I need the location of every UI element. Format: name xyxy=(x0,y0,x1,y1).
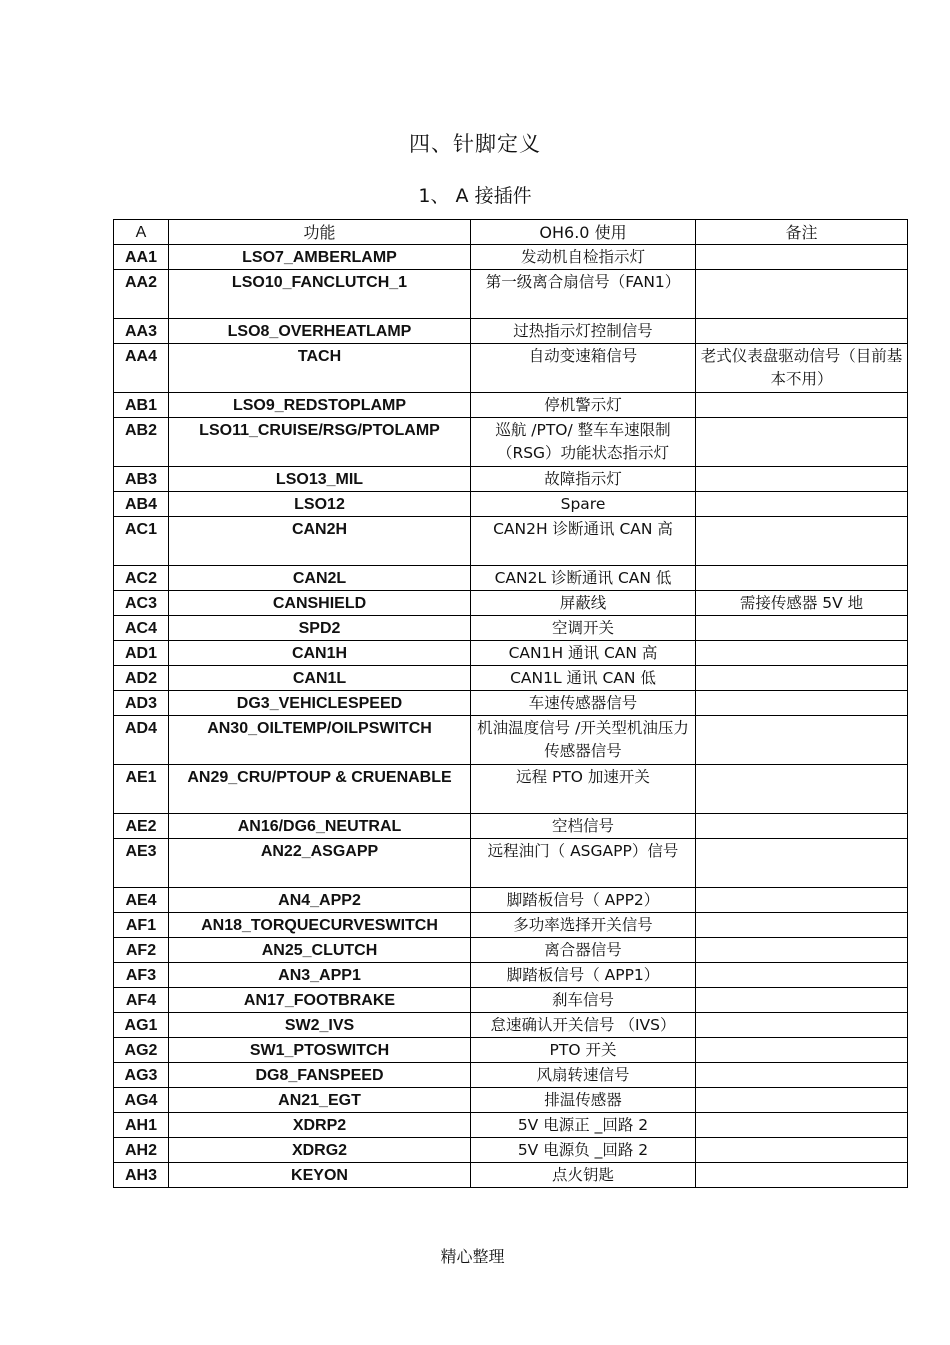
function-cell: LSO10_FANCLUTCH_1 xyxy=(169,270,471,319)
note-cell xyxy=(696,616,908,641)
usage-cell: 风扇转速信号 xyxy=(471,1063,696,1088)
usage-cell: PTO 开关 xyxy=(471,1038,696,1063)
usage-cell: 点火钥匙 xyxy=(471,1163,696,1188)
pin-cell: AE2 xyxy=(114,814,169,839)
function-cell: XDRP2 xyxy=(169,1113,471,1138)
table-row xyxy=(114,666,908,691)
function-cell: CAN2H xyxy=(169,517,471,566)
function-cell: AN17_FOOTBRAKE xyxy=(169,988,471,1013)
pin-cell: AD3 xyxy=(114,691,169,716)
note-cell xyxy=(696,666,908,691)
note-cell xyxy=(696,566,908,591)
note-cell xyxy=(696,245,908,270)
table-row xyxy=(114,1013,908,1038)
pin-cell: AE4 xyxy=(114,888,169,913)
function-cell: AN29_CRU/PTOUP & CRUENABLE xyxy=(169,765,471,814)
note-cell: 需接传感器 5V 地 xyxy=(696,591,908,616)
pin-cell: AC4 xyxy=(114,616,169,641)
function-cell: DG8_FANSPEED xyxy=(169,1063,471,1088)
pin-cell: AG1 xyxy=(114,1013,169,1038)
note-cell xyxy=(696,691,908,716)
usage-cell: 巡航 /PTO/ 整车车速限制（RSG）功能状态指示灯 xyxy=(471,418,696,467)
table-row xyxy=(114,988,908,1013)
function-cell: LSO13_MIL xyxy=(169,467,471,492)
function-cell: SPD2 xyxy=(169,616,471,641)
pin-cell: AB3 xyxy=(114,467,169,492)
table-row xyxy=(114,517,908,566)
usage-cell: 过热指示灯控制信号 xyxy=(471,319,696,344)
pin-cell: AH1 xyxy=(114,1113,169,1138)
usage-cell: 空档信号 xyxy=(471,814,696,839)
function-cell: DG3_VEHICLESPEED xyxy=(169,691,471,716)
note-cell xyxy=(696,888,908,913)
usage-cell: CAN1L 通讯 CAN 低 xyxy=(471,666,696,691)
note-cell xyxy=(696,765,908,814)
note-cell xyxy=(696,393,908,418)
table-row xyxy=(114,1038,908,1063)
function-cell: LSO12 xyxy=(169,492,471,517)
pin-cell: AC1 xyxy=(114,517,169,566)
connector-subtitle: 1、 A 接插件 xyxy=(418,185,532,207)
table-row xyxy=(114,1063,908,1088)
table-row xyxy=(114,245,908,270)
function-cell: TACH xyxy=(169,344,471,393)
usage-cell: 多功率选择开关信号 xyxy=(471,913,696,938)
usage-cell: 发动机自检指示灯 xyxy=(471,245,696,270)
table-body xyxy=(114,245,908,1188)
table-row xyxy=(114,319,908,344)
function-cell: CAN1H xyxy=(169,641,471,666)
function-cell: CAN1L xyxy=(169,666,471,691)
table-row xyxy=(114,716,908,765)
table-row xyxy=(114,691,908,716)
pin-cell: AG4 xyxy=(114,1088,169,1113)
usage-cell: CAN1H 通讯 CAN 高 xyxy=(471,641,696,666)
pin-cell: AH3 xyxy=(114,1163,169,1188)
note-cell xyxy=(696,641,908,666)
note-cell xyxy=(696,716,908,765)
note-cell: 老式仪表盘驱动信号（目前基本不用） xyxy=(696,344,908,393)
usage-cell: 远程油门（ ASGAPP）信号 xyxy=(471,839,696,888)
table-row xyxy=(114,566,908,591)
table-row xyxy=(114,616,908,641)
table-row xyxy=(114,270,908,319)
pin-cell: AE1 xyxy=(114,765,169,814)
pin-cell: AF2 xyxy=(114,938,169,963)
table-row xyxy=(114,814,908,839)
note-cell xyxy=(696,467,908,492)
function-cell: CAN2L xyxy=(169,566,471,591)
pin-cell: AA4 xyxy=(114,344,169,393)
pin-cell: AH2 xyxy=(114,1138,169,1163)
usage-cell: 停机警示灯 xyxy=(471,393,696,418)
function-cell: SW1_PTOSWITCH xyxy=(169,1038,471,1063)
pin-cell: AD2 xyxy=(114,666,169,691)
note-cell xyxy=(696,1038,908,1063)
header-note: 备注 xyxy=(696,220,908,245)
table-row xyxy=(114,418,908,467)
note-cell xyxy=(696,814,908,839)
function-cell: AN25_CLUTCH xyxy=(169,938,471,963)
function-cell: CANSHIELD xyxy=(169,591,471,616)
table-row xyxy=(114,591,908,616)
function-cell: KEYON xyxy=(169,1163,471,1188)
table-row xyxy=(114,913,908,938)
table-row xyxy=(114,344,908,393)
usage-cell: 5V 电源负 _回路 2 xyxy=(471,1138,696,1163)
table-row xyxy=(114,963,908,988)
note-cell xyxy=(696,270,908,319)
usage-cell: CAN2L 诊断通讯 CAN 低 xyxy=(471,566,696,591)
usage-cell: Spare xyxy=(471,492,696,517)
function-cell: LSO7_AMBERLAMP xyxy=(169,245,471,270)
note-cell xyxy=(696,1113,908,1138)
header-pin: A xyxy=(114,220,169,245)
table-row xyxy=(114,1088,908,1113)
note-cell xyxy=(696,492,908,517)
pin-cell: AD1 xyxy=(114,641,169,666)
table-row xyxy=(114,765,908,814)
usage-cell: 刹车信号 xyxy=(471,988,696,1013)
note-cell xyxy=(696,963,908,988)
table-row xyxy=(114,492,908,517)
pin-cell: AA2 xyxy=(114,270,169,319)
pin-cell: AB1 xyxy=(114,393,169,418)
header-usage: OH6.0 使用 xyxy=(471,220,696,245)
pin-cell: AF3 xyxy=(114,963,169,988)
pin-cell: AF1 xyxy=(114,913,169,938)
pin-cell: AC3 xyxy=(114,591,169,616)
note-cell xyxy=(696,1138,908,1163)
usage-cell: 机油温度信号 /开关型机油压力传感器信号 xyxy=(471,716,696,765)
note-cell xyxy=(696,1163,908,1188)
function-cell: SW2_IVS xyxy=(169,1013,471,1038)
function-cell: XDRG2 xyxy=(169,1138,471,1163)
usage-cell: 自动变速箱信号 xyxy=(471,344,696,393)
note-cell xyxy=(696,1063,908,1088)
table-row xyxy=(114,938,908,963)
note-cell xyxy=(696,988,908,1013)
usage-cell: 第一级离合扇信号（FAN1） xyxy=(471,270,696,319)
pin-cell: AB4 xyxy=(114,492,169,517)
table-row xyxy=(114,1163,908,1188)
function-cell: AN16/DG6_NEUTRAL xyxy=(169,814,471,839)
usage-cell: 怠速确认开关信号 （IVS） xyxy=(471,1013,696,1038)
note-cell xyxy=(696,839,908,888)
pin-cell: AB2 xyxy=(114,418,169,467)
pin-cell: AG3 xyxy=(114,1063,169,1088)
pin-definition-table xyxy=(113,219,908,1188)
pin-cell: AD4 xyxy=(114,716,169,765)
pin-cell: AE3 xyxy=(114,839,169,888)
pin-cell: AA3 xyxy=(114,319,169,344)
function-cell: LSO8_OVERHEATLAMP xyxy=(169,319,471,344)
usage-cell: 脚踏板信号（ APP2） xyxy=(471,888,696,913)
note-cell xyxy=(696,938,908,963)
usage-cell: 屏蔽线 xyxy=(471,591,696,616)
function-cell: AN22_ASGAPP xyxy=(169,839,471,888)
function-cell: LSO9_REDSTOPLAMP xyxy=(169,393,471,418)
pin-cell: AA1 xyxy=(114,245,169,270)
page-footer: 精心整理 xyxy=(440,1247,505,1266)
header-function: 功能 xyxy=(169,220,471,245)
usage-cell: 排温传感器 xyxy=(471,1088,696,1113)
usage-cell: 远程 PTO 加速开关 xyxy=(471,765,696,814)
note-cell xyxy=(696,418,908,467)
section-title: 四、针脚定义 xyxy=(409,132,541,156)
note-cell xyxy=(696,1088,908,1113)
table-row xyxy=(114,888,908,913)
pin-cell: AF4 xyxy=(114,988,169,1013)
function-cell: AN4_APP2 xyxy=(169,888,471,913)
table-row xyxy=(114,1138,908,1163)
table-header-row xyxy=(114,220,908,245)
usage-cell: CAN2H 诊断通讯 CAN 高 xyxy=(471,517,696,566)
usage-cell: 脚踏板信号（ APP1） xyxy=(471,963,696,988)
usage-cell: 故障指示灯 xyxy=(471,467,696,492)
note-cell xyxy=(696,517,908,566)
note-cell xyxy=(696,1013,908,1038)
function-cell: AN18_TORQUECURVESWITCH xyxy=(169,913,471,938)
table-row xyxy=(114,1113,908,1138)
function-cell: LSO11_CRUISE/RSG/PTOLAMP xyxy=(169,418,471,467)
table-row xyxy=(114,839,908,888)
note-cell xyxy=(696,913,908,938)
usage-cell: 车速传感器信号 xyxy=(471,691,696,716)
pin-cell: AG2 xyxy=(114,1038,169,1063)
pin-cell: AC2 xyxy=(114,566,169,591)
table-row xyxy=(114,467,908,492)
usage-cell: 空调开关 xyxy=(471,616,696,641)
table-row xyxy=(114,641,908,666)
usage-cell: 5V 电源正 _回路 2 xyxy=(471,1113,696,1138)
function-cell: AN21_EGT xyxy=(169,1088,471,1113)
function-cell: AN3_APP1 xyxy=(169,963,471,988)
function-cell: AN30_OILTEMP/OILPSWITCH xyxy=(169,716,471,765)
table-row xyxy=(114,393,908,418)
note-cell xyxy=(696,319,908,344)
usage-cell: 离合器信号 xyxy=(471,938,696,963)
